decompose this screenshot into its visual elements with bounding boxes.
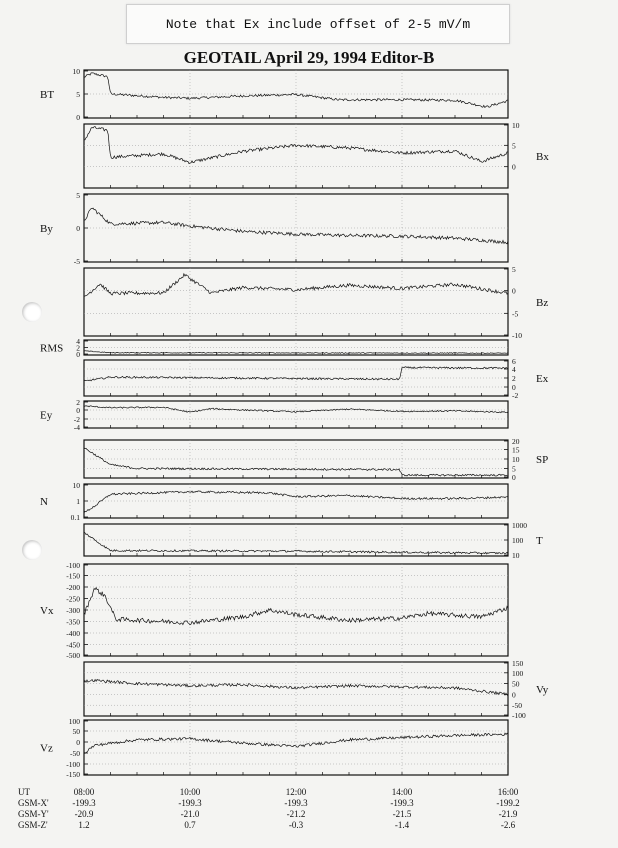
y-tick-label-vy: 50 [512, 679, 520, 689]
gsm-y-label: GSM-Y' [18, 809, 49, 819]
y-tick-label-bx: 10 [512, 121, 520, 130]
y-tick-label-ey: -2 [73, 415, 80, 424]
gsm-z-value: -0.3 [288, 820, 304, 830]
y-tick-label-vz: -150 [66, 770, 80, 779]
ut-tick: 08:00 [73, 787, 95, 797]
y-tick-label-vy: -50 [512, 701, 522, 711]
gsm-y-value: -21.5 [392, 809, 412, 819]
y-tick-label-rms: 4 [76, 337, 80, 346]
y-tick-label-vy: 150 [512, 659, 524, 668]
gsm-z-value: -2.6 [500, 820, 516, 830]
y-tick-label-vz: -50 [70, 749, 80, 758]
y-tick-label-vy: -100 [512, 711, 526, 720]
y-tick-label-vx: -450 [66, 640, 80, 650]
y-tick-label-vx: -150 [66, 571, 80, 581]
panel-frame-ey [84, 401, 508, 428]
y-tick-label-bx: 5 [512, 141, 516, 151]
series-line-t [84, 532, 508, 554]
y-tick-label-n: 10 [72, 481, 80, 490]
y-tick-label-ex: 6 [512, 357, 516, 366]
y-tick-label-bz: 5 [512, 265, 516, 274]
y-tick-label-n: 1 [76, 497, 80, 506]
gsm-z-value: 0.7 [184, 820, 196, 830]
panel-label-t: T [536, 535, 543, 547]
gsm-y-value: -20.9 [74, 809, 94, 819]
y-tick-label-t: 100 [512, 536, 524, 545]
y-tick-label-ex: 2 [512, 374, 516, 383]
y-tick-label-by: -5 [73, 257, 80, 266]
panel-label-vy: Vy [536, 684, 549, 696]
y-tick-label-sp: 20 [512, 437, 520, 446]
y-tick-label-bt: 10 [72, 67, 80, 76]
gsm-x-value: -199.3 [284, 798, 308, 808]
chart-title: GEOTAIL April 29, 1994 Editor-B [183, 48, 435, 67]
y-tick-label-bt: 0 [76, 113, 80, 122]
panel-label-ex: Ex [536, 373, 549, 385]
y-tick-label-ex: 0 [512, 383, 516, 392]
ut-label: UT [18, 787, 30, 797]
y-tick-label-vx: -250 [66, 594, 80, 604]
ut-tick: 16:00 [497, 787, 519, 797]
panel-label-vx: Vx [40, 605, 54, 617]
gsm-x-value: -199.3 [72, 798, 96, 808]
panel-label-bt: BT [40, 89, 55, 101]
y-tick-label-vy: 0 [512, 690, 516, 700]
y-tick-label-vz: -100 [66, 760, 80, 769]
gsm-z-value: -1.4 [394, 820, 410, 830]
y-tick-label-vz: 0 [76, 738, 80, 747]
y-tick-label-bz: -10 [512, 331, 522, 340]
y-tick-label-vx: -200 [66, 583, 80, 592]
y-tick-label-ey: -4 [73, 423, 80, 432]
gsm-y-value: -21.0 [180, 809, 200, 819]
ut-tick: 14:00 [391, 787, 413, 797]
series-line-by [84, 208, 508, 244]
y-tick-label-ex: -2 [512, 391, 519, 400]
y-tick-label-rms: 2 [76, 343, 80, 353]
gsm-y-value: -21.2 [286, 809, 306, 819]
panel-label-sp: SP [536, 454, 549, 466]
y-tick-label-vz: 50 [72, 727, 80, 736]
y-tick-label-rms: 0 [76, 350, 80, 359]
y-tick-label-ey: 0 [76, 406, 80, 415]
y-tick-label-sp: 5 [512, 464, 516, 474]
panel-label-vz: Vz [40, 742, 53, 755]
ut-tick: 10:00 [179, 787, 201, 797]
y-tick-label-vx: -100 [66, 561, 80, 570]
y-tick-label-ey: 2 [76, 398, 80, 407]
y-tick-label-t: 10 [512, 551, 520, 560]
panel-label-by: By [40, 223, 53, 235]
series-line-vy [84, 679, 508, 695]
panel-label-ey: Ey [40, 409, 53, 422]
gsm-z-label: GSM-Z' [18, 820, 48, 830]
gsm-z-value: 1.2 [78, 820, 90, 830]
panel-label-bz: Bz [536, 297, 549, 309]
ut-tick: 12:00 [285, 787, 307, 797]
panel-label-bx: Bx [536, 151, 549, 163]
series-line-n [84, 491, 508, 513]
panel-label-n: N [40, 496, 48, 508]
series-line-bt [84, 73, 508, 108]
y-tick-label-vx: -400 [66, 629, 80, 638]
gsm-x-value: -199.3 [178, 798, 202, 808]
y-tick-label-by: 5 [76, 191, 80, 200]
y-tick-label-bz: 0 [512, 286, 516, 296]
y-tick-label-bt: 5 [76, 90, 80, 99]
y-tick-label-sp: 15 [512, 445, 520, 455]
y-tick-label-vx: -350 [66, 617, 80, 627]
y-tick-label-vy: 100 [512, 668, 524, 678]
y-tick-label-vz: 100 [68, 717, 80, 726]
gsm-x-value: -199.2 [496, 798, 520, 808]
gsm-y-value: -21.9 [498, 809, 518, 819]
panel-label-rms: RMS [40, 342, 64, 355]
y-tick-label-t: 1000 [512, 521, 527, 530]
gsm-x-label: GSM-X' [18, 798, 49, 808]
y-tick-label-bz: -5 [512, 309, 519, 319]
y-tick-label-ex: 4 [512, 365, 516, 374]
y-tick-label-bx: 0 [512, 162, 516, 172]
y-tick-label-sp: 10 [512, 455, 520, 464]
y-tick-label-n: 0.1 [70, 513, 80, 522]
y-tick-label-sp: 0 [512, 473, 516, 482]
y-tick-label-vx: -500 [66, 651, 80, 660]
offset-note: Note that Ex include offset of 2-5 mV/m [126, 4, 510, 44]
series-line-ey [84, 406, 508, 413]
gsm-x-value: -199.3 [390, 798, 414, 808]
y-tick-label-by: 0 [76, 224, 80, 233]
y-tick-label-vx: -300 [66, 606, 80, 615]
